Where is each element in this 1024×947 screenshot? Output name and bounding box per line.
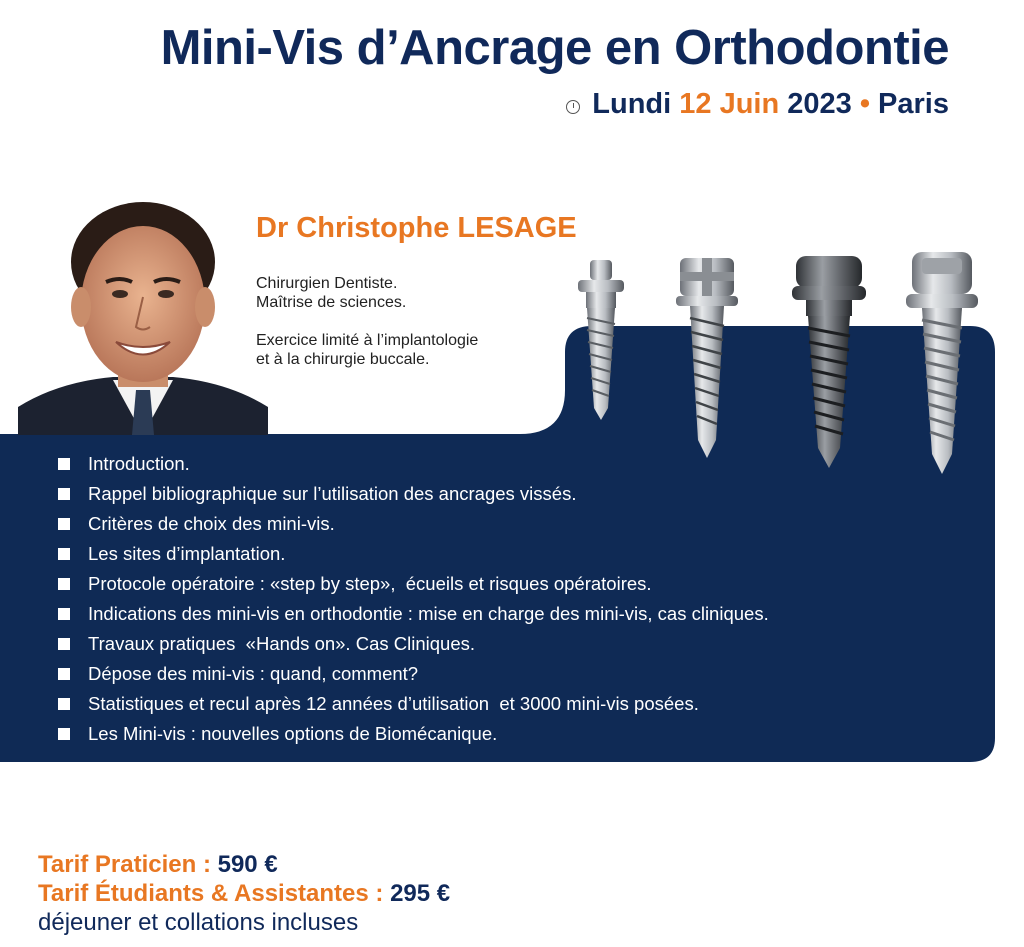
page-title: Mini-Vis d’Ancrage en Orthodontie [160, 21, 949, 75]
topic-text: Les sites d’implantation. [88, 543, 286, 564]
screw-1 [578, 260, 624, 420]
topic-text: Introduction. [88, 453, 190, 474]
student-price-value: 295 € [390, 880, 451, 907]
bullet-square-icon [58, 608, 70, 620]
topic-text: Rappel bibliographique sur l’utilisation des ancrages vissés. [88, 483, 577, 504]
bio-line: Exercice limité à l’implantologie [256, 332, 479, 349]
topic-text: Travaux pratiques «Hands on». Cas Cliniques. [88, 633, 475, 654]
list-item [58, 539, 769, 569]
student-price-row [38, 879, 450, 908]
topic-text: Indications des mini-vis en orthodontie : mise en charge des mini-vis, cas cliniques. [88, 603, 769, 624]
mini-screws-illustration [566, 248, 996, 478]
speaker-photo [18, 192, 268, 435]
bullet-square-icon [58, 668, 70, 680]
dateline-separator: • [859, 88, 870, 120]
program-topics-list [58, 449, 769, 749]
event-city: Paris [878, 88, 949, 120]
list-item [58, 659, 769, 689]
bullet-square-icon [58, 698, 70, 710]
bio-line: Chirurgien Dentiste. [256, 275, 398, 292]
screw-4 [906, 252, 978, 474]
practitioner-price-label: Tarif Praticien : [38, 851, 211, 878]
topic-text: Statistiques et recul après 12 années d’utilisation et 3000 mini-vis posées. [88, 693, 699, 714]
list-item [58, 449, 769, 479]
bullet-square-icon [58, 488, 70, 500]
topic-text: Protocole opératoire : «step by step», écueils et risques opératoires. [88, 573, 652, 594]
event-year: 2023 [787, 88, 852, 120]
bullet-square-icon [58, 548, 70, 560]
pricing-note: déjeuner et collations incluses [38, 909, 359, 936]
pricing-block [38, 850, 450, 937]
clock-icon [566, 100, 580, 114]
list-item [58, 599, 769, 629]
bullet-square-icon [58, 458, 70, 470]
list-item [58, 719, 769, 749]
topic-text: Dépose des mini-vis : quand, comment? [88, 663, 419, 684]
screw-2 [676, 258, 738, 458]
speaker-name: Dr Christophe LESAGE [256, 212, 577, 244]
screw-3 [792, 256, 866, 468]
list-item [58, 509, 769, 539]
bullet-square-icon [58, 578, 70, 590]
practitioner-price-row [38, 850, 450, 879]
list-item [58, 629, 769, 659]
event-dateline [566, 88, 949, 121]
topic-text: Les Mini-vis : nouvelles options de Biomécanique. [88, 723, 498, 744]
speaker-bio [256, 274, 556, 388]
bio-line: Maîtrise de sciences. [256, 294, 407, 311]
practitioner-price-value: 590 € [217, 851, 278, 878]
event-day: Lundi [592, 88, 672, 120]
student-price-label: Tarif Étudiants & Assistantes : [38, 880, 384, 907]
topic-text: Critères de choix des mini-vis. [88, 513, 335, 534]
bio-line: et à la chirurgie buccale. [256, 351, 430, 368]
list-item [58, 479, 769, 509]
list-item [58, 689, 769, 719]
list-item [58, 569, 769, 599]
bullet-square-icon [58, 638, 70, 650]
bullet-square-icon [58, 518, 70, 530]
event-date: 12 Juin [679, 88, 780, 120]
bullet-square-icon [58, 728, 70, 740]
